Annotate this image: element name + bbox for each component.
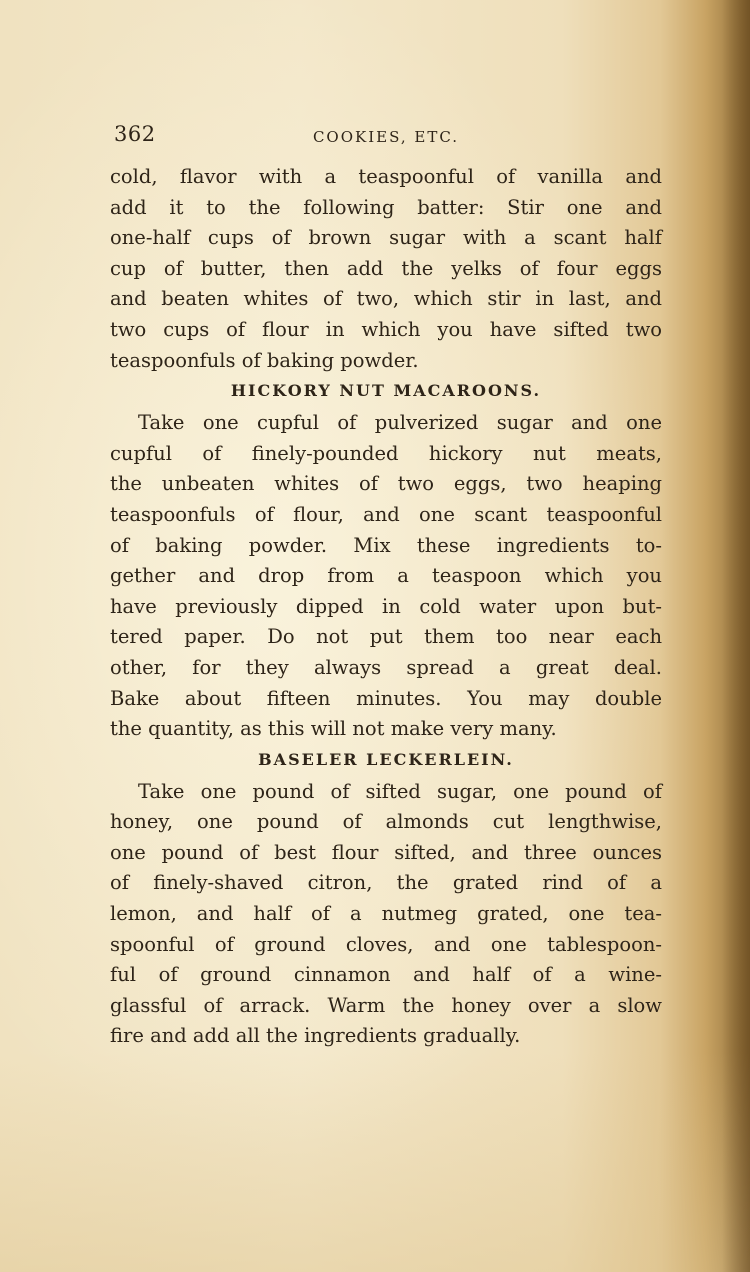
text-line: teaspoonfuls of flour, and one scant teaspoonful — [110, 502, 662, 526]
text-line: glassful of arrack. Warm the honey over a slow — [110, 993, 662, 1017]
recipe-paragraph-hickory-nut-macaroons — [110, 408, 662, 745]
recipe-paragraph-baseler-leckerlein — [110, 777, 662, 1052]
running-title: COOKIES, ETC. — [312, 128, 460, 146]
text-line: tered paper. Do not put them too near each — [110, 625, 662, 649]
text-line: honey, one pound of almonds cut lengthwise, — [110, 810, 662, 834]
text-line: of finely-shaved citron, the grated rind of a — [110, 871, 662, 895]
text-line: spoonful of ground cloves, and one tablespoon- — [110, 932, 662, 956]
text-line: Take one cupful of pulverized sugar and one — [138, 411, 662, 435]
text-line: of baking powder. Mix these ingredients to- — [110, 533, 662, 557]
text-line: two cups of flour in which you have sifted two — [110, 317, 662, 341]
text-line: have previously dipped in cold water upon but- — [110, 594, 662, 618]
text-line: add it to the following batter: Stir one and — [110, 195, 662, 219]
continuation-paragraph — [110, 162, 662, 376]
text-line: one pound of best flour sifted, and three ounces — [110, 840, 662, 864]
text-line: fire and add all the ingredients gradually. — [110, 1024, 521, 1048]
text-line: teaspoonfuls of baking powder. — [110, 348, 419, 372]
page-number: 362 — [114, 122, 156, 146]
text-line: lemon, and half of a nutmeg grated, one tea- — [110, 902, 662, 926]
text-line: one-half cups of brown sugar with a scant half — [110, 226, 662, 250]
recipe-heading-baseler-leckerlein: BASELER LECKERLEIN. — [258, 749, 514, 769]
text-line: the quantity, as this will not make very many. — [110, 717, 557, 741]
text-line: the unbeaten whites of two eggs, two heaping — [110, 472, 662, 496]
text-line: and beaten whites of two, which stir in last, and — [110, 287, 662, 311]
text-line: other, for they always spread a great deal. — [110, 655, 662, 679]
page-content — [110, 118, 662, 1052]
text-line: Bake about fifteen minutes. You may double — [110, 686, 662, 710]
text-line: cold, flavor with a teaspoonful of vanilla and — [110, 165, 662, 188]
text-line: gether and drop from a teaspoon which you — [110, 564, 662, 588]
text-line: ful of ground cinnamon and half of a wine- — [110, 963, 662, 987]
recipe-heading-hickory-nut-macaroons: HICKORY NUT MACAROONS. — [230, 381, 542, 401]
text-line: Take one pound of sifted sugar, one pound of — [138, 779, 662, 803]
running-head — [110, 118, 662, 162]
text-line: cup of butter, then add the yelks of four eggs — [110, 256, 662, 280]
text-line: cupful of finely-pounded hickory nut meats, — [110, 441, 662, 465]
